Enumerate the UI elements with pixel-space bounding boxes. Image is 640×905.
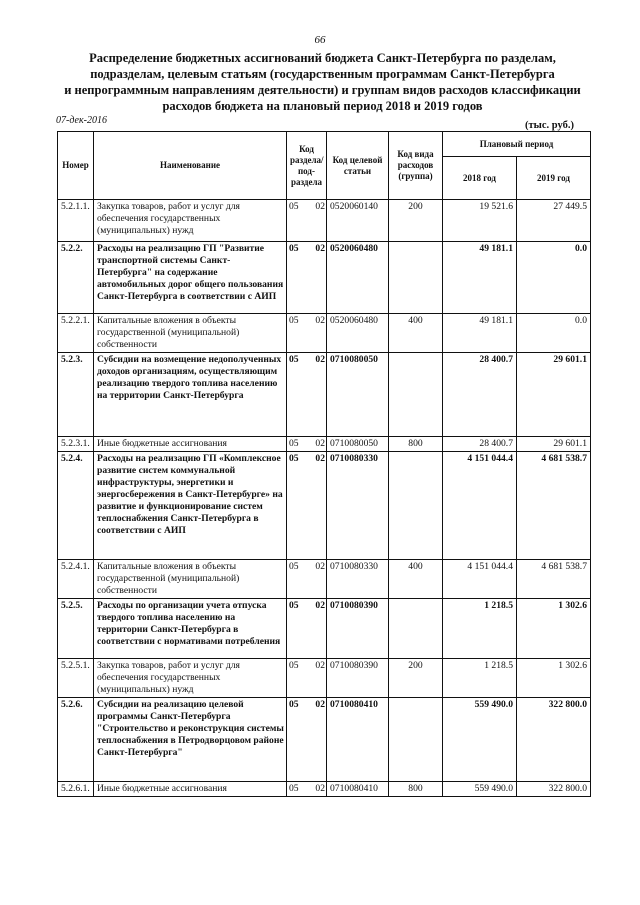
row-number: 5.2.2.1. [58,314,94,353]
row-number: 5.2.6. [58,698,94,782]
title-line: подразделам, целевым статьям (государственным программам Санкт-Петербурга [90,67,555,81]
row-article-code: 0520060140 [327,200,389,242]
row-section-code [287,560,327,599]
row-article-code: 0710080410 [327,698,389,782]
row-section-code [287,782,327,797]
title-line: расходов бюджета на плановый период 2018 и 2019 годов [162,99,483,113]
row-article-code: 0710080330 [327,560,389,599]
row-number: 5.2.2. [58,242,94,314]
row-value-2018: 49 181.1 [443,314,517,353]
row-section: 05 [289,354,299,365]
budget-table [57,131,591,797]
row-name: Иные бюджетные ассигнования [94,782,287,797]
row-value-2019: 0.0 [517,242,591,314]
row-name: Субсидии на возмещение недополученных доходов организациям, осуществляющим реализацию твердого топлива населению на территории Санкт-Петербурга [94,353,287,437]
row-type-code: 400 [389,314,443,353]
row-section: 05 [289,660,299,671]
units-label: (тыс. руб.) [525,120,574,131]
row-subsection: 02 [315,783,325,794]
row-name: Расходы по организации учета отпуска твердого топлива населению на территории Санкт-Петербурга в соответствии с нормативами потребления [94,599,287,659]
row-number: 5.2.3. [58,353,94,437]
title-line: Распределение бюджетных ассигнований бюджета Санкт-Петербурга по разделам, [89,51,556,65]
table-row [58,314,591,353]
document-title [50,50,595,114]
row-value-2018: 1 218.5 [443,659,517,698]
row-number: 5.2.3.1. [58,437,94,452]
row-value-2018: 28 400.7 [443,437,517,452]
row-value-2019: 29 601.1 [517,353,591,437]
row-name: Закупка товаров, работ и услуг для обеспечения государственных (муниципальных) нужд [94,200,287,242]
row-section: 05 [289,699,299,710]
row-value-2018: 1 218.5 [443,599,517,659]
row-subsection: 02 [315,201,325,212]
row-number: 5.2.6.1. [58,782,94,797]
row-value-2019: 322 800.0 [517,698,591,782]
row-subsection: 02 [315,660,325,671]
row-section-code [287,200,327,242]
row-section: 05 [289,783,299,794]
table-row [58,437,591,452]
row-value-2018: 28 400.7 [443,353,517,437]
row-section: 05 [289,201,299,212]
row-section-code [287,698,327,782]
row-section-code [287,353,327,437]
row-subsection: 02 [315,438,325,449]
row-subsection: 02 [315,600,325,611]
title-line: и непрограммным направлениям деятельности) и группам видов расходов классификации [64,83,581,97]
row-value-2019: 322 800.0 [517,782,591,797]
row-section: 05 [289,315,299,326]
row-value-2019: 29 601.1 [517,437,591,452]
header-planned-period: Плановый период [443,132,591,157]
table-body [58,200,591,797]
header-year-2019: 2019 год [517,157,591,200]
header-name: Наименование [94,132,287,200]
row-subsection: 02 [315,561,325,572]
row-name: Иные бюджетные ассигнования [94,437,287,452]
row-type-code [389,242,443,314]
row-article-code: 0520060480 [327,314,389,353]
row-number: 5.2.5. [58,599,94,659]
row-section-code [287,314,327,353]
row-name: Закупка товаров, работ и услуг для обеспечения государственных (муниципальных) нужд [94,659,287,698]
header-year-2018: 2018 год [443,157,517,200]
row-type-code [389,698,443,782]
row-value-2019: 4 681 538.7 [517,452,591,560]
row-section: 05 [289,600,299,611]
row-number: 5.2.5.1. [58,659,94,698]
table-row [58,242,591,314]
row-type-code: 200 [389,200,443,242]
row-section-code [287,242,327,314]
table-row [58,782,591,797]
row-value-2019: 1 302.6 [517,659,591,698]
row-subsection: 02 [315,453,325,464]
row-name: Капитальные вложения в объекты государственной (муниципальной) собственности [94,560,287,599]
row-value-2018: 4 151 044.4 [443,452,517,560]
header-number: Номер [58,132,94,200]
row-subsection: 02 [315,354,325,365]
row-article-code: 0710080390 [327,659,389,698]
row-article-code: 0710080050 [327,437,389,452]
row-number: 5.2.4. [58,452,94,560]
row-subsection: 02 [315,315,325,326]
page-number: 66 [314,34,326,46]
row-value-2019: 27 449.5 [517,200,591,242]
row-section-code [287,659,327,698]
row-value-2018: 49 181.1 [443,242,517,314]
row-type-code [389,452,443,560]
row-section: 05 [289,243,299,254]
row-section-code [287,437,327,452]
row-type-code: 800 [389,437,443,452]
row-article-code: 0710080390 [327,599,389,659]
row-value-2019: 0.0 [517,314,591,353]
table-row [58,353,591,437]
row-type-code: 800 [389,782,443,797]
row-number: 5.2.4.1. [58,560,94,599]
table-row [58,659,591,698]
row-article-code: 0710080410 [327,782,389,797]
header-type: Код вида расходов (группа) [389,132,443,200]
row-value-2019: 4 681 538.7 [517,560,591,599]
table-row [58,452,591,560]
table-row [58,599,591,659]
table-row [58,698,591,782]
row-section: 05 [289,453,299,464]
header-article: Код целевой статьи [327,132,389,200]
row-name: Расходы на реализацию ГП «Комплексное развитие систем коммунальной инфраструктуры, энергетики и энергосбережения в Санкт-Петербурге» на развитие и функционирование систем теплоснабжения Санкт-Петербурга в соответствии с АИП [94,452,287,560]
row-name: Расходы на реализацию ГП "Развитие транспортной системы Санкт-Петербурга" на содержание автомобильных дорог общего пользования Санкт-Петербурга в соответствии с АИП [94,242,287,314]
row-value-2018: 559 490.0 [443,782,517,797]
row-article-code: 0710080050 [327,353,389,437]
document-date: 07-дек-2016 [56,115,107,126]
row-value-2018: 559 490.0 [443,698,517,782]
row-article-code: 0710080330 [327,452,389,560]
row-section: 05 [289,561,299,572]
row-value-2019: 1 302.6 [517,599,591,659]
row-subsection: 02 [315,699,325,710]
row-section-code [287,599,327,659]
row-section-code [287,452,327,560]
row-article-code: 0520060480 [327,242,389,314]
row-subsection: 02 [315,243,325,254]
row-name: Капитальные вложения в объекты государственной (муниципальной) собственности [94,314,287,353]
row-type-code: 200 [389,659,443,698]
row-number: 5.2.1.1. [58,200,94,242]
row-type-code [389,353,443,437]
row-section: 05 [289,438,299,449]
row-value-2018: 19 521.6 [443,200,517,242]
row-type-code: 400 [389,560,443,599]
table-row [58,560,591,599]
table-row [58,200,591,242]
row-value-2018: 4 151 044.4 [443,560,517,599]
header-section: Код раздела/ под-раздела [287,132,327,200]
row-type-code [389,599,443,659]
row-name: Субсидии на реализацию целевой программы Санкт-Петербурга "Строительство и реконструкция системы теплоснабжения в Петродворцовом районе Санкт-Петербурга" [94,698,287,782]
